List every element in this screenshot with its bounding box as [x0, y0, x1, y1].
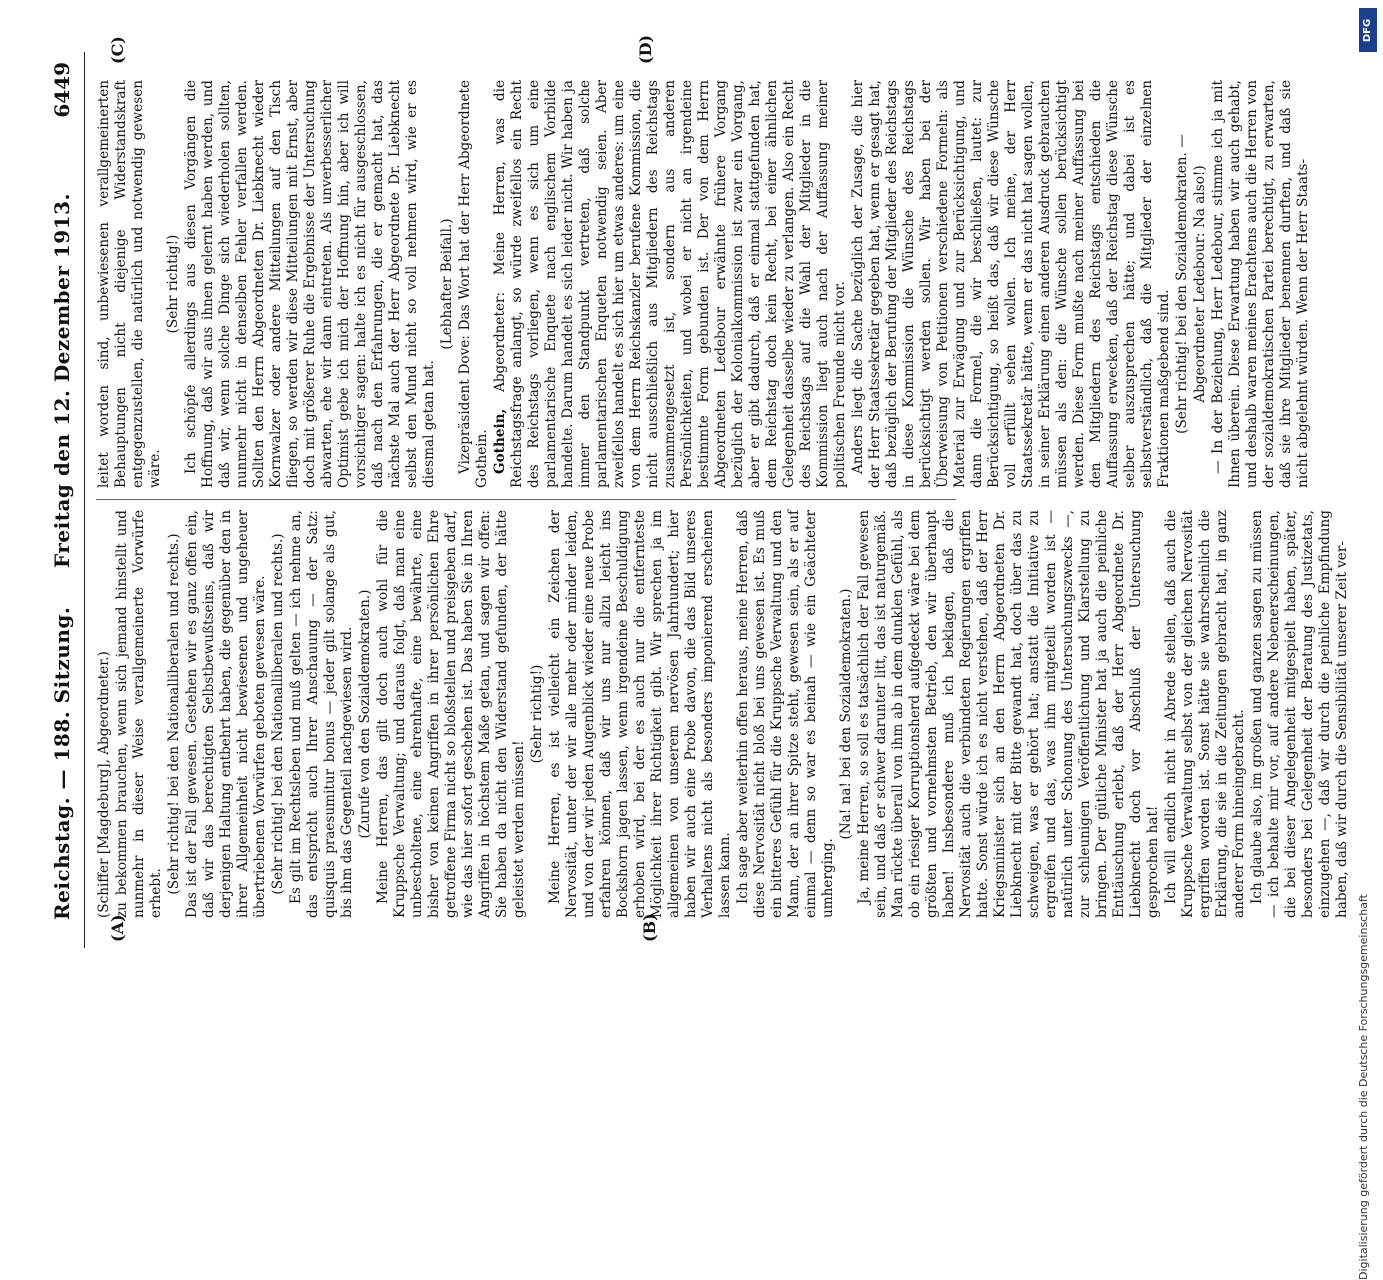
interjection: (Sehr richtig! bei den Nationalliberalen und rechts.)	[166, 533, 182, 895]
paragraph: Meine Herren, es ist vielleicht ein Zeichen der Nervosität, unter der wir alle mehr oder minder leiden, und von der wir jeden Augenblick wieder eine neue Probe erfahren können, daß wir uns nur allzu leicht ins Bockshorn jagen lassen, wenn irgendeine Beschuldigung erhoben wird, bei der es auch nur die entfernteste Möglichkeit ihrer Richtigkeit gibt. Wir sprechen ja im allgemeinen von unserem nervösen Jahrhundert; hier haben wir auch eine Probe davon, die das Bild unseres Verhaltens nicht als besonders imponierend erscheinen lassen kann.	[547, 510, 733, 918]
paragraph: Ich glaube also, im großen und ganzen sagen zu müssen — ich behalte mir vor, auf andere Nebenerscheinungen, die bei dieser Angelegenheit mitgespielt haben, später, besonders bei Gelegenheit der Beratung des Justizetats, einzugehen —, daß wir durch die peinliche Empfindung haben, daß wir durch die Sensibilität unserer Zeit ver-	[1249, 510, 1350, 918]
speech-text: Abgeordneter: Meine Herren, was die Reichstagsfrage anlangt, so würde zweifellos ein Recht des Reichstags vorliegen, wenn es sich um eine parlamentarische Enquete nach englischem Vorbilde handelte. Darum handelt es sich leider nicht. Wir haben ja immer den Standpunkt vertreten, daß solche parlamentarischen Enqueten notwendig seien. Aber zweifellos handelt es sich hier um etwas anderes: um eine von dem Herrn Reichskanzler berufene Kommission, die nicht ausschließlich aus Mitgliedern des Reichstags zusammengesetzt ist, sondern aus anderen Persönlichkeiten, und wobei er nicht an irgendeine bestimmte Form gebunden ist. Der von dem Herrn Abgeordneten Ledebour erwähnte frühere Vorgang bezüglich der Kolonialkommission ist zwar ein Vorgang, aber er gibt dadurch, daß er einmal stattgefunden hat, dem Reichstag doch kein Recht, bei einer ähnlichen Gelegenheit dasselbe wieder zu verlangen. Also ein Recht des Reichstags auf die Wahl der Mitglieder in die Kommission liegt auch nach der Auffassung meiner politischen Freunde nicht vor.	[492, 80, 848, 488]
paragraph: Ich schöpfe allerdings aus diesen Vorgängen die Hoffnung, daß wir aus ihnen gelernt haben werden, und daß wir, wenn solche Dinge sich wiederholen sollten, nunmehr nicht in denselben Fehler verfallen werden. Sollten den Herrn Abgeordneten Dr. Liebknecht wieder Kornwalzer oder andere Mitteilungen auf den Tisch fliegen, so werden wir diese Mitteilungen mit Ernst, aber doch mit größerer Ruhe die Ergebnisse der Untersuchung abwarten, ehe wir dann eintreten. Als unverbesserlicher Optimist gebe ich mich der Hoffnung hin, aber ich will vorsichtiger sagen: halte ich es nicht für ausgeschlossen, daß nach den Erfahrungen, die er gemacht hat, das nächste Mal auch der Herr Abgeordnete Dr. Liebknecht selbst den Mund nicht so voll nehmen wird, wie er es diesmal getan hat.	[183, 80, 437, 488]
interjection: (Lebhafter Beifall.)	[439, 218, 455, 350]
interjection: (Sehr richtig! bei den Sozialdemokraten. —	[1174, 134, 1190, 434]
left-column	[96, 510, 1352, 918]
dfg-logo	[1359, 8, 1377, 52]
paragraph: Das ist der Fall gewesen. Gestehen wir es ganz offen ein, daß wir das berechtigten Selbstbewußtseins, daß wir derjenigen Haltung entbehrt haben, die gegenüber den in ihrer Allgemeinheit nicht bewiesenen und ungeheuer übertriebenen Vorwürfen geboten gewesen wäre.	[184, 510, 268, 918]
paragraph: Meine Herren, das gilt doch auch wohl für die Kruppsche Verwaltung; und daraus folgt, daß man eine unbescholtene, eine ehrenhafte, eine bewährte, eine bisher von keinen Angriffen in ihrer persönlichen Ehre getroffene Firma nicht so bloßstellen und preisgeben darf, wie das hier sofort geschehen ist. Das haben Sie in Ihren Angriffen in höchstem Maße getan, und sagen wir offen: Sie haben da nicht den Widerstand gefunden, der hätte geleistet werden müssen!	[375, 510, 527, 918]
interjection: (Zurufe von den Sozialdemokraten.)	[357, 589, 373, 839]
paragraph: Ich sage aber weiterhin offen heraus, meine Herren, daß diese Nervosität nicht bloß bei uns gewesen ist. Es muß ein bitteres Gefühl für die Kruppsche Verwaltung und den Mann, der an ihrer Spitze steht, gewesen sein, als er auf einmal — denn so war es beinah — wie ein Geächteter umherging.	[735, 510, 836, 918]
paragraph: Ja, meine Herren, so soll es tatsächlich der Fall gewesen sein, und daß er schwer darunter litt, das ist naturgemäß. Man rückte überall von ihm ab in dem dunklen Gefühl, als ob ein riesiger Korruptionsherd aufgedeckt wäre bei dem größten und vornehmsten Betrieb, den wir überhaupt haben! Insbesondere muß ich beklagen, daß die Nervosität auch die verbündeten Regierungen ergriffen hatte. Sonst würde ich es nicht verstehen, daß der Herr Kriegsminister sich an den Herrn Abgeordneten Dr. Liebknecht mit der Bitte gewandt hat, doch über das zu schweigen, was er gehört hat; anstatt die Initiative zu ergreifen und das, was ihm mitgeteilt worden ist — natürlich unter Schonung des Untersuchungszwecks —, zur schleunigen Veröffentlichung und Klarstellung zu bringen. Der gütliche Minister hat ja auch die peinliche Enttäuschung erlebt, daß der Herr Abgeordnete Dr. Liebknecht doch vor Abschluß der Untersuchung gesprochen hat!	[856, 510, 1161, 918]
paragraph: Ich will endlich nicht in Abrede stellen, daß auch die Kruppsche Verwaltung selbst von der gleichen Nervosität ergriffen worden ist. Sonst hätte sie wahrscheinlich die Erklärung, die sie in die Zeitungen gebracht hat, in ganz anderer Form hineingebracht.	[1163, 510, 1247, 918]
page-header	[44, 52, 85, 948]
margin-mark-c: (C)	[108, 36, 127, 64]
column-divider	[96, 499, 956, 500]
paragraph: Anders liegt die Sache bezüglich der Zusage, die hier der Herr Staatssekretär gegeben hat, wenn er gesagt hat, daß bezüglich der Berufung der Mitglieder des Reichstags in diese Kommission die Wünsche des Reichstags berücksichtigt werden sollen. Wir haben bei der Überweisung von Petitionen verschiedene Formeln: als Material zur Erwägung und zur Berücksichtigung, und dann die Formel, die wir beschließen, lautet: zur Berücksichtigung, so heißt das, daß wir diese Wünsche voll erfüllt sehen wollen. Ich meine, der Herr Staatssekretär hätte, wenn er das nicht hat sagen wollen, in seiner Erklärung einen anderen Ausdruck gebrauchen müssen als den: die Wünsche sollen berücksichtigt werden. Diese Form mußte nach meiner Auffassung bei den Mitgliedern des Reichstags entschieden die Auffassung erwecken, daß der Reichstag diese Wünsche selber auszusprechen hätte; und dabei ist es selbstverständlich, daß die Mitglieder der einzelnen Fraktionen maßgebend sind.	[850, 80, 1172, 488]
interjection: (Sehr richtig!)	[529, 664, 545, 764]
speaker-announcement: Vizepräsident Dove: Das Wort hat der Herr Abgeordnete Gothein.	[457, 80, 490, 488]
paragraph: Es gilt im Rechtsleben und muß gelten — ich nehme an, das entspricht auch Ihrer Anschauung — der Satz: quisquis praesumitur bonus — jeder gilt solange als gut, bis ihm das Gegenteil nachgewiesen wird.	[288, 510, 355, 918]
header-left-title: Reichstag. — 188. Sitzung.	[50, 606, 74, 920]
paragraph: zu bekommen brauchen, wenn sich jemand hinstellt und nunmehr in dieser Weise verallgemeinerte Vorwürfe erhebt.	[114, 510, 164, 918]
interjection: (Sehr richtig!)	[165, 234, 181, 334]
header-date: Freitag den 12. Dezember 1913.	[50, 193, 74, 568]
interjection: Abgeordneter Ledebour: Na also!)	[1192, 165, 1208, 403]
speech-start	[492, 80, 849, 488]
right-column	[96, 80, 1313, 488]
dfg-logo-text: DFG	[1362, 18, 1374, 42]
interjection: (Na! na! bei den Sozialdemokraten.)	[838, 588, 854, 840]
credit-text: Digitalisierung gefördert durch die Deutsche Forschungsgemeinschaft	[1357, 894, 1370, 1280]
paragraph: — In der Beziehung, Herr Ledebour, stimme ich ja mit Ihnen überein. Diese Erwartung haben wir auch gehabt, und deshalb waren meines Erachtens auch die Herren von der sozialdemokratischen Partei berechtigt, zu erwarten, daß sie ihre Mitglieder benennen durften, und daß sie nicht abgelehnt würden. Wenn der Herr Staats-	[1210, 80, 1311, 488]
page-number: 6449	[50, 62, 74, 118]
speaker-name: Gothein,	[492, 408, 508, 474]
interjection: (Sehr richtig! bei den Nationalliberalen und rechts.)	[270, 533, 286, 895]
margin-mark-a: (A)	[108, 914, 127, 942]
margin-mark-d: (D)	[636, 34, 655, 64]
margin-mark-b: (B)	[640, 913, 659, 942]
speaker-continuation: (Schiffer [Magdeburg], Abgeordneter.)	[96, 651, 112, 918]
digitization-credit	[1355, 0, 1379, 1280]
paragraph: leitet worden sind, unbewiesenen verallgemeinerten Behauptungen nicht diejenige Widerstandskraft entgegenzustellen, die natürlich und notwendig gewesen wäre.	[96, 80, 163, 488]
